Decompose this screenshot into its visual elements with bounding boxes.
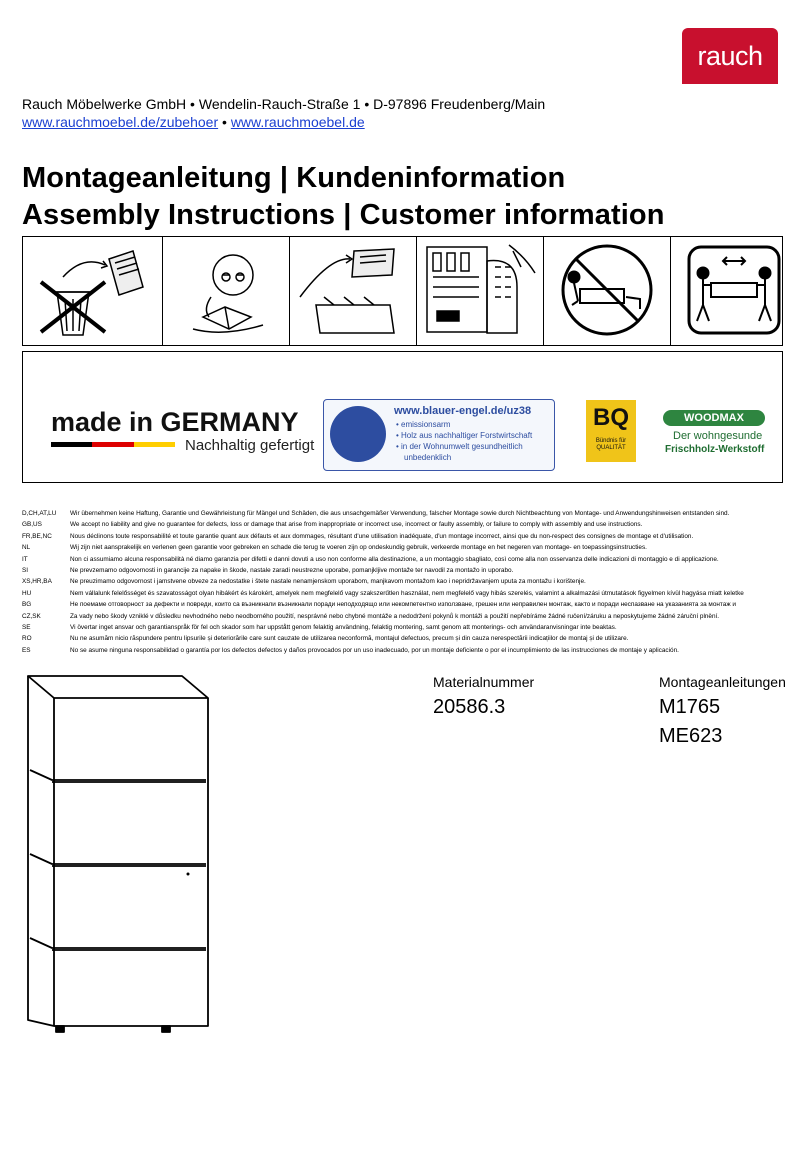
disclaimer-row [22,611,782,622]
bq-quality-badge [586,400,636,462]
logo-text: rauch [697,40,763,71]
disclaimer-country-code: XS,HR,BA [22,578,52,586]
disclaimer-country-code: RO [22,635,32,643]
bq-subtitle: Bündnis für QUALITÄT [595,438,627,451]
two-person-lift-icon [671,237,797,345]
blauer-engel-point: • Holz aus nachhaltiger Forstwirtschaft [396,431,533,440]
homepage-link[interactable]: www.rauchmoebel.de [230,114,365,130]
flag-gold-stripe [134,442,175,447]
disclaimer-country-code: SI [22,567,29,575]
disclaimer-row [22,633,782,644]
disclaimer-text: Nous déclinons toute responsabilité et toute garantie quant aux défauts et aux dommages, résultant d'une utilisation inadéquate, d'un montage incorrect, ainsi que du non-respect des consignes de montage et d'utilisation. [70,532,694,540]
disclaimer-country-code: SE [22,624,31,632]
disclaimer-row [22,508,782,519]
disclaimer-country-code: HU [22,589,32,597]
disclaimer-text: Nu ne asumăm nicio răspundere pentru lipsurile și deteriorările care sunt cauzate de utilizarea neconformă, montajul defectuos, precum și din cauza nerespectării indicațiilor de montaj și de utilizare. [70,635,629,643]
blauer-engel-url: www.blauer-engel.de/uz38 [394,405,532,417]
certification-badges [22,351,783,483]
blauer-engel-badge [323,399,555,471]
disclaimer-text: We accept no liability and give no guarantee for defects, loss or damage that arise from inappropriate or incorrect use, incorrect or faulty assembly, or failure to comply with assembly and use instructions. [70,521,643,529]
instruction-number: M1765 [659,696,721,718]
company-address: Rauch Möbelwerke GmbH • Wendelin-Rauch-Straße 1 • D-97896 Freudenberg/Main [22,96,546,112]
link-separator: • [222,114,227,130]
sustainability-tagline: Nachhaltig gefertigt [185,437,315,454]
disclaimer-country-code: ES [22,646,31,654]
blauer-engel-point: • in der Wohnumwelt gesundheitlich [396,442,523,451]
disclaimer-country-code: NL [22,544,31,552]
title-english: Assembly Instructions | Customer information [22,199,665,231]
disclaimer-list [22,508,782,656]
do-not-drag-icon [544,237,671,345]
disclaimer-row [22,588,782,599]
bq-letters: BQ [593,404,629,431]
disclaimer-row [22,622,782,633]
blauer-engel-icon [330,406,386,462]
disclaimer-text: Wir übernehmen keine Haftung, Garantie und Gewährleistung für Mängel und Schäden, die aus unsachgemäßer Verwendung, falscher Montage sowie durch Nichtbeachtung von Montage- und Anwendungshinweisen entstanden sind. [70,510,730,517]
made-in-germany-label: made in GERMANY [51,407,299,437]
disclaimer-text: Ne prevzemamo odgovornosti in garancije za napake in škode, nastale zaradi neustrezne uporabe, pomanjkljive montaže ter navodil za montažo in uporabo. [70,567,514,575]
title-german: Montageanleitung | Kundeninformation [22,162,566,194]
disclaimer-text: Vi övertar inget ansvar och garantianspråk för fel och skador som har uppstått genom felaktig användning, felaktig montering, samt genom att monterings- och användaranvisningar inte beaktas. [70,624,617,632]
accessories-link[interactable]: www.rauchmoebel.de/zubehoer [22,114,219,130]
woodmax-material: Frischholz-Werkstoff [665,444,765,455]
disclaimer-row [22,576,782,587]
instructions-label: Montageanleitungen [659,674,786,690]
disclaimer-country-code: FR,BE,NC [22,532,52,540]
disclaimer-country-code: IT [22,555,28,563]
disclaimer-row [22,542,782,553]
contact-service-icon [417,237,544,345]
read-instructions-icon [163,237,290,345]
flag-red-stripe [92,442,133,447]
disclaimer-row [22,599,782,610]
disclaimer-text: Не поемаме отговорност за дефекти и повреди, които са възникнали възникнали поради неподходящо или некомпетентно използване, грешен или неправилен монтаж, както и поради неспазване на указанията за монтаж и [70,601,736,609]
disclaimer-row [22,531,782,542]
german-flag-bar [51,442,175,447]
disclaimer-text: No se asume ninguna responsabilidad o garantía por los defectos defectos y daños provocados por un uso inadecuado, por un montaje deficiente o por el incumplimiento de las instrucciones de montaje y aplicación. [70,646,679,654]
disclaimer-text: Non ci assumiamo alcuna responsabilità né diamo garanzia per difetti e danni dovuti a uso non conforme alla destinazione, a un montaggio sbagliato, così come alla non osservanza delle indicazioni di montaggio e di applicazione. [70,555,719,563]
blauer-engel-point: unbedenklich [404,453,452,462]
material-number-label: Materialnummer [433,674,535,690]
woodmax-logo: WOODMAX [663,410,765,426]
rauch-logo [682,28,778,84]
disclaimer-country-code: CZ,SK [22,612,41,620]
disclaimer-text: Za vady nebo škody vzniklé v důsledku nevhodného nebo neodborného použití, nesprávné nebo chybné montáže a nedodržení pokynů k montáži a použití nepřebíráme žádné ručení/záruku a neposkytujeme žádné záruční plnění. [70,612,720,620]
company-links [22,114,365,130]
material-number-value: 20586.3 [433,696,506,718]
disclaimer-row [22,565,782,576]
disclaimer-country-code: D,CH,AT,LU [22,510,57,517]
flag-black-stripe [51,442,92,447]
woodmax-tagline: Der wohngesunde [673,430,763,442]
instruction-number: ME623 [659,725,723,747]
disclaimer-row [22,554,782,565]
disclaimer-text: Ne preuzimamo odgovornost i jamstvene obveze za nedostatke i štete nastale nenamjenskom uporabom, manjkavom montažom kao i nepridržavanjem uputa za montažu i korištenje. [70,578,586,586]
bookcase-drawing [22,668,222,1038]
disclaimer-country-code: BG [22,601,32,609]
disclaimer-text: Wij zijn niet aansprakelijk en verlenen geen garantie voor gebreken en schade die terug te voeren zijn op ondeskundig gebruik, verkeerde montage en het negeren van montage- en toepassingsinstructies. [70,544,647,552]
disclaimer-row [22,519,782,530]
pictogram-strip [22,236,783,346]
disclaimer-country-code: GB,US [22,521,42,529]
file-instructions-icon [290,237,417,345]
blauer-engel-point: • emissionsarm [396,420,451,429]
disclaimer-text: Nem vállalunk felelősséget és szavatosságot olyan hibákért és károkért, amelyek nem megfelelő vagy szakszerűtlen használat, nem megfelelő vagy hibás szerelés, valamint a alkalmazási útmutatások figyelmen kívül hagyása miatt keletke [70,589,744,597]
do-not-discard-icon [23,237,163,345]
disclaimer-row [22,645,782,656]
